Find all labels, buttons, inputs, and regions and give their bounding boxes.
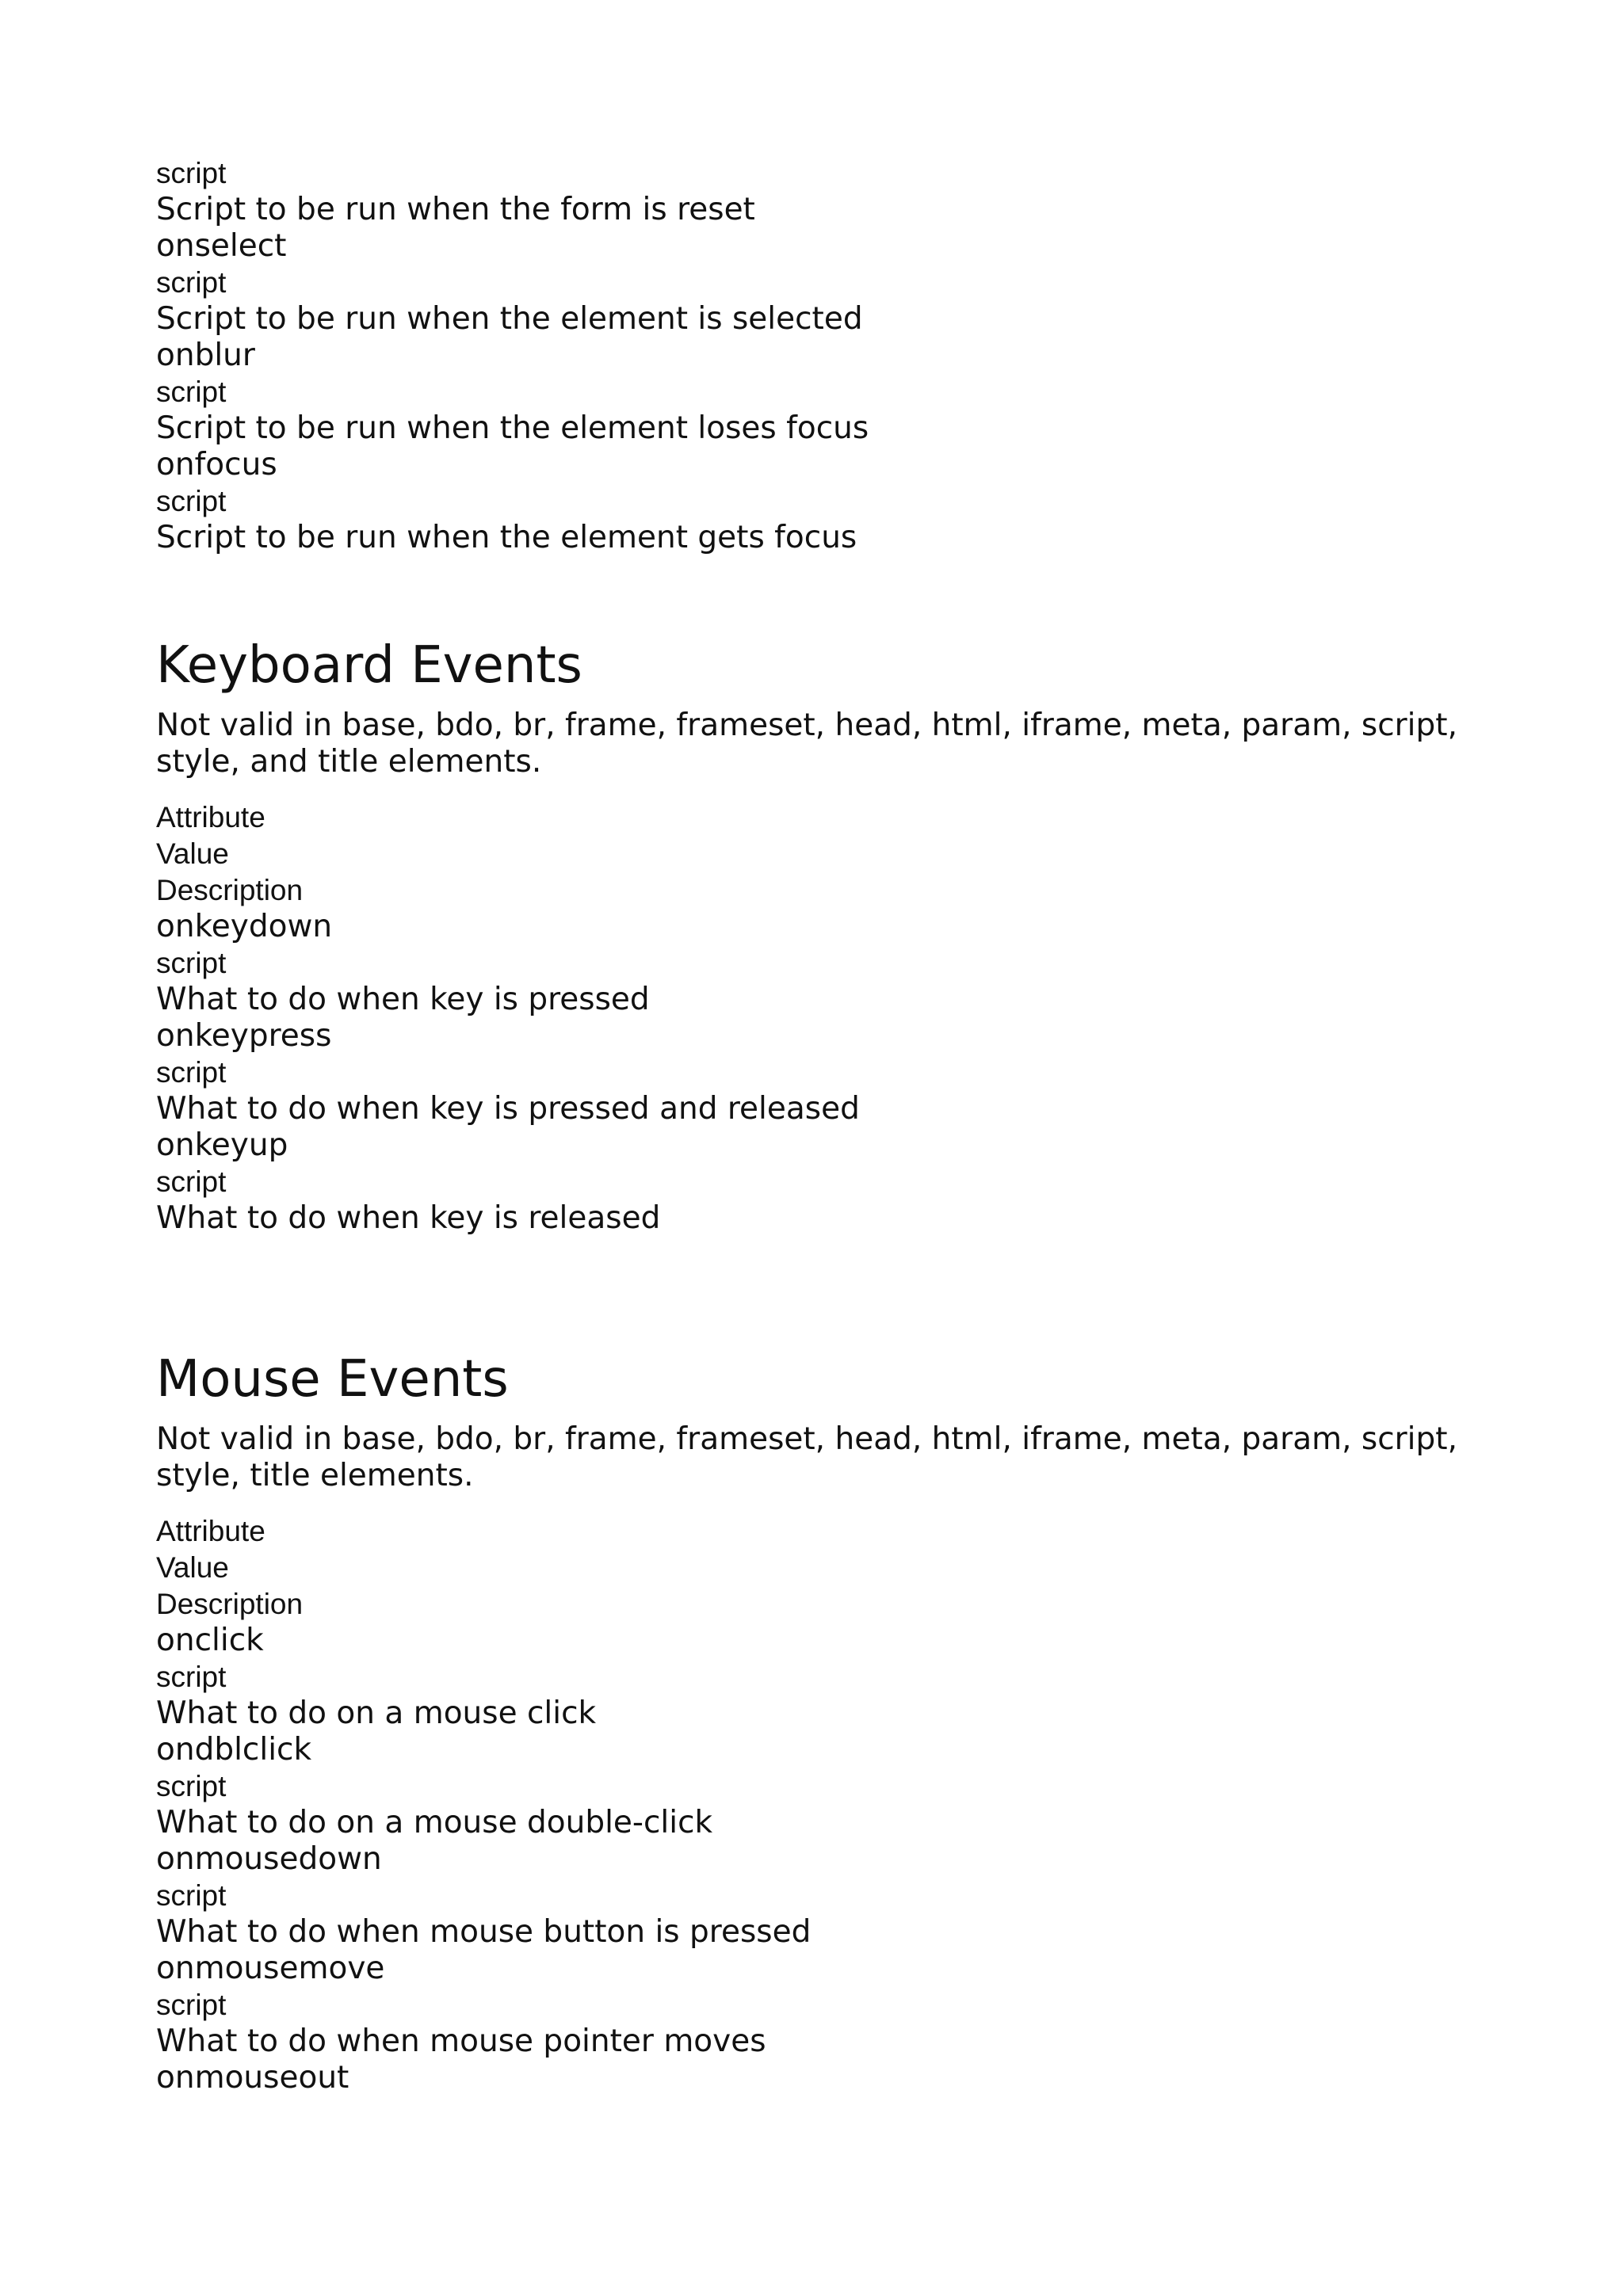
table-cell-description: What to do when mouse pointer moves	[156, 2023, 766, 2059]
keyboard-events-table	[156, 799, 1472, 1237]
table-cell-value: script	[156, 485, 227, 517]
form-events-table-continued	[156, 155, 1472, 556]
table-cell-value: script	[156, 1770, 227, 1802]
table-cell-description: Script to be run when the form is reset	[156, 192, 755, 227]
table-header-description: Description	[156, 1588, 304, 1620]
table-cell-attribute: onmouseout	[156, 2060, 349, 2096]
table-cell-value: script	[156, 157, 227, 189]
table-cell-description: What to do when key is pressed and released	[156, 1091, 860, 1127]
table-cell-description: What to do when key is released	[156, 1200, 661, 1236]
table-cell-attribute: onfocus	[156, 447, 277, 482]
table-cell-attribute: onmousemove	[156, 1951, 385, 1986]
section-heading: Mouse Events	[156, 1350, 509, 1409]
table-header-attribute: Attribute	[156, 1515, 265, 1547]
table-cell-attribute: onselect	[156, 228, 287, 264]
table-cell-description: What to do when key is pressed	[156, 982, 650, 1017]
table-cell-description: Script to be run when the element loses focus	[156, 410, 869, 446]
table-header-attribute: Attribute	[156, 801, 265, 833]
table-cell-value: script	[156, 1661, 227, 1693]
table-cell-attribute: onkeydown	[156, 909, 333, 944]
table-cell-value: script	[156, 1989, 227, 2021]
table-cell-description: Script to be run when the element is selected	[156, 301, 863, 337]
document-page	[156, 155, 1472, 2096]
section-heading: Keyboard Events	[156, 636, 582, 695]
table-cell-value: script	[156, 376, 227, 408]
table-cell-value: script	[156, 1056, 227, 1089]
table-header-description: Description	[156, 874, 304, 906]
table-cell-attribute: onkeyup	[156, 1127, 288, 1163]
table-cell-attribute: onblur	[156, 338, 255, 373]
table-cell-value: script	[156, 266, 227, 299]
keyboard-events-section	[156, 635, 1472, 1237]
section-note: Not valid in base, bdo, br, frame, frameset, head, html, iframe, meta, param, script, style, title elements.	[156, 1421, 1457, 1493]
table-cell-description: What to do on a mouse click	[156, 1695, 597, 1731]
table-cell-value: script	[156, 1879, 227, 1912]
table-cell-value: script	[156, 947, 227, 979]
table-header-value: Value	[156, 837, 229, 870]
table-cell-attribute: onkeypress	[156, 1018, 332, 1054]
table-cell-attribute: ondblclick	[156, 1732, 312, 1768]
table-header-value: Value	[156, 1551, 229, 1584]
mouse-events-table	[156, 1513, 1472, 2096]
table-cell-description: Script to be run when the element gets focus	[156, 520, 857, 555]
section-note: Not valid in base, bdo, br, frame, frameset, head, html, iframe, meta, param, script, style, and title elements.	[156, 707, 1457, 780]
table-cell-description: What to do on a mouse double-click	[156, 1805, 713, 1840]
table-cell-description: What to do when mouse button is pressed	[156, 1914, 812, 1950]
table-cell-value: script	[156, 1165, 227, 1198]
mouse-events-section	[156, 1349, 1472, 2096]
table-cell-attribute: onclick	[156, 1623, 264, 1658]
table-cell-attribute: onmousedown	[156, 1841, 382, 1877]
